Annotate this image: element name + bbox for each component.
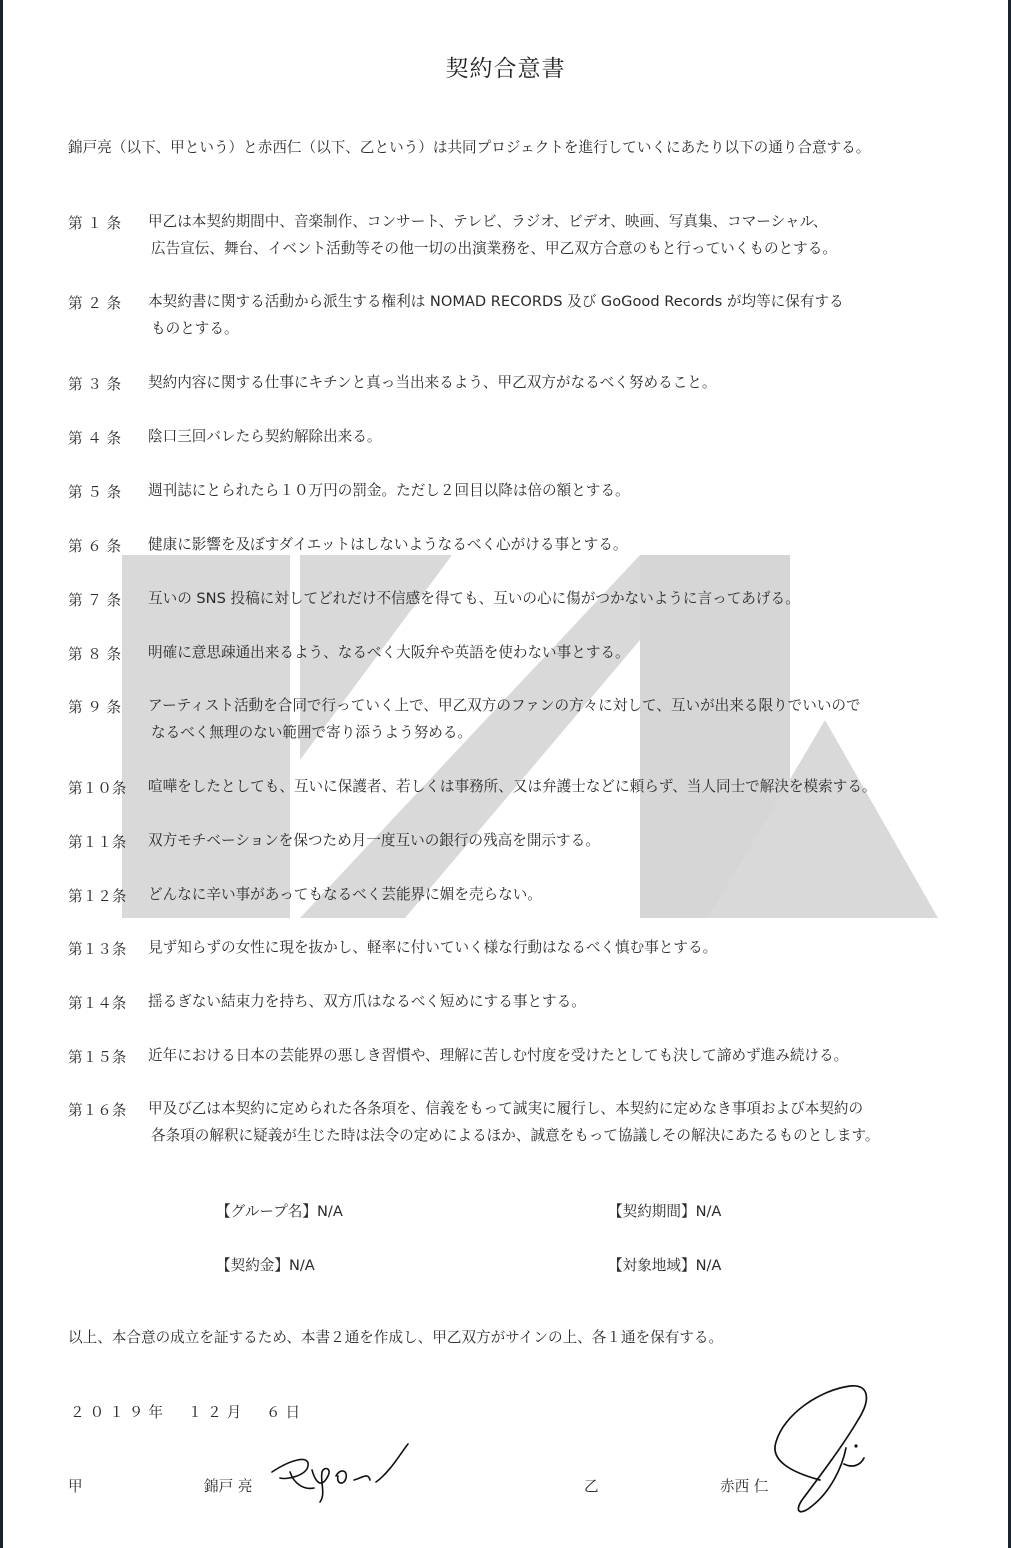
article-number: 第１６条 xyxy=(68,1102,127,1119)
article-line: 週刊誌にとられたら１０万円の罰金。ただし２回目以降は倍の額とする。 xyxy=(148,482,630,499)
article-line: 健康に影響を及ぼすダイエットはしないようなるべく心がける事とする。 xyxy=(148,536,628,553)
article-line: 見ず知らずの女性に現を抜かし、軽率に付いていく様な行動はなるべく慎む事とする。 xyxy=(148,939,718,956)
article-line: 甲乙は本契約期間中、音楽制作、コンサート、テレビ、ラジオ、ビデオ、映画、写真集、コマーシャル、 xyxy=(148,213,828,230)
article-line: ものとする。 xyxy=(151,320,239,337)
article-line: 揺るぎない結束力を持ち、双方爪はなるべく短めにする事とする。 xyxy=(148,993,586,1010)
article-number: 第１５条 xyxy=(68,1049,127,1066)
article-number: 第 ６ 条 xyxy=(68,538,122,555)
party-b-label: 乙 xyxy=(584,1478,599,1495)
party-a-label: 甲 xyxy=(68,1478,83,1495)
party-b-signature-icon xyxy=(760,1380,880,1520)
article-text xyxy=(148,988,988,1015)
article-number: 第 ９ 条 xyxy=(68,699,122,716)
contract-date: ２０１９年 １２月 ６日 xyxy=(70,1404,306,1421)
party-b-name: 赤西 仁 xyxy=(720,1478,769,1495)
article-text xyxy=(148,773,988,800)
closing-statement: 以上、本合意の成立を証するため、本書２通を作成し、甲乙双方がサインの上、各１通を保有する。 xyxy=(68,1329,724,1346)
article-number: 第 ２ 条 xyxy=(68,295,122,312)
document-title: 契約合意書 xyxy=(445,56,566,82)
article-line: 陰口三回バレたら契約解除出来る。 xyxy=(148,428,382,445)
article-number: 第１０条 xyxy=(68,780,127,797)
article-text xyxy=(148,692,988,746)
article-number: 第１２条 xyxy=(68,888,127,905)
article-line: 明確に意思疎通出来るよう、なるべく大阪弁や英語を使わない事とする。 xyxy=(148,644,630,661)
article-number: 第 ４ 条 xyxy=(68,430,122,447)
article-line: 互いの SNS 投稿に対してどれだけ不信感を得ても、互いの心に傷がつかないように言ってあげる。 xyxy=(148,590,800,607)
article-text xyxy=(148,934,988,961)
article-number: 第１４条 xyxy=(68,995,127,1012)
article-line: 双方モチベーションを保つため月一度互いの銀行の残高を開示する。 xyxy=(148,832,600,849)
article-line: 喧嘩をしたとしても、互いに保護者、若しくは事務所、又は弁護士などに頼らず、当人同士で解決を模索する。 xyxy=(148,778,877,795)
contract-fee-field: 【契約金】N/A xyxy=(216,1257,315,1274)
article-line: アーティスト活動を合同で行っていく上で、甲乙双方のファンの方々に対して、互いが出来る限りでいいので xyxy=(148,697,861,714)
article-text xyxy=(148,1095,988,1149)
article-text xyxy=(148,288,988,342)
article-number: 第 ７ 条 xyxy=(68,592,122,609)
group-name-field: 【グループ名】N/A xyxy=(216,1203,343,1220)
article-line: 各条項の解釈に疑義が生じた時は法令の定めによるほか、誠意をもって協議しその解決にあたるものとします。 xyxy=(151,1127,880,1144)
article-number: 第 ５ 条 xyxy=(68,484,122,501)
party-a-name: 錦戸 亮 xyxy=(204,1478,253,1495)
article-line: 契約内容に関する仕事にキチンと真っ当出来るよう、甲乙双方がなるべく努めること。 xyxy=(148,374,717,391)
article-text xyxy=(148,531,988,558)
territory-field: 【対象地域】N/A xyxy=(608,1257,722,1274)
article-text xyxy=(148,477,988,504)
article-text xyxy=(148,585,988,612)
article-text xyxy=(148,639,988,666)
article-number: 第 ３ 条 xyxy=(68,376,122,393)
article-text xyxy=(148,827,988,854)
article-line: 本契約書に関する活動から派生する権利は NOMAD RECORDS 及び GoGood Records が均等に保有する xyxy=(148,293,844,310)
article-line: 広告宣伝、舞台、イベント活動等その他一切の出演業務を、甲乙双方合意のもと行っていくものとする。 xyxy=(151,240,837,257)
party-a-signature-icon xyxy=(250,1432,420,1512)
article-number: 第 １ 条 xyxy=(68,215,122,232)
article-text xyxy=(148,423,988,450)
contract-period-field: 【契約期間】N/A xyxy=(608,1203,722,1220)
article-line: 近年における日本の芸能界の悪しき習慣や、理解に苦しむ忖度を受けたとしても決して諦めず進み続ける。 xyxy=(148,1047,849,1064)
article-line: 甲及び乙は本契約に定められた各条項を、信義をもって誠実に履行し、本契約に定めなき事項および本契約の xyxy=(148,1100,864,1117)
intro-paragraph: 錦戸亮（以下、甲という）と赤西仁（以下、乙という）は共同プロジェクトを進行していくにあたり以下の通り合意する。 xyxy=(68,139,871,156)
article-text xyxy=(148,369,988,396)
article-line: どんなに辛い事があってもなるべく芸能界に媚を売らない。 xyxy=(148,886,542,903)
article-number: 第１１条 xyxy=(68,834,127,851)
article-number: 第１３条 xyxy=(68,941,127,958)
article-text xyxy=(148,208,988,262)
article-line: なるべく無理のない範囲で寄り添うよう努める。 xyxy=(151,724,473,741)
article-text xyxy=(148,1042,988,1069)
article-number: 第 ８ 条 xyxy=(68,646,122,663)
article-text xyxy=(148,881,988,908)
